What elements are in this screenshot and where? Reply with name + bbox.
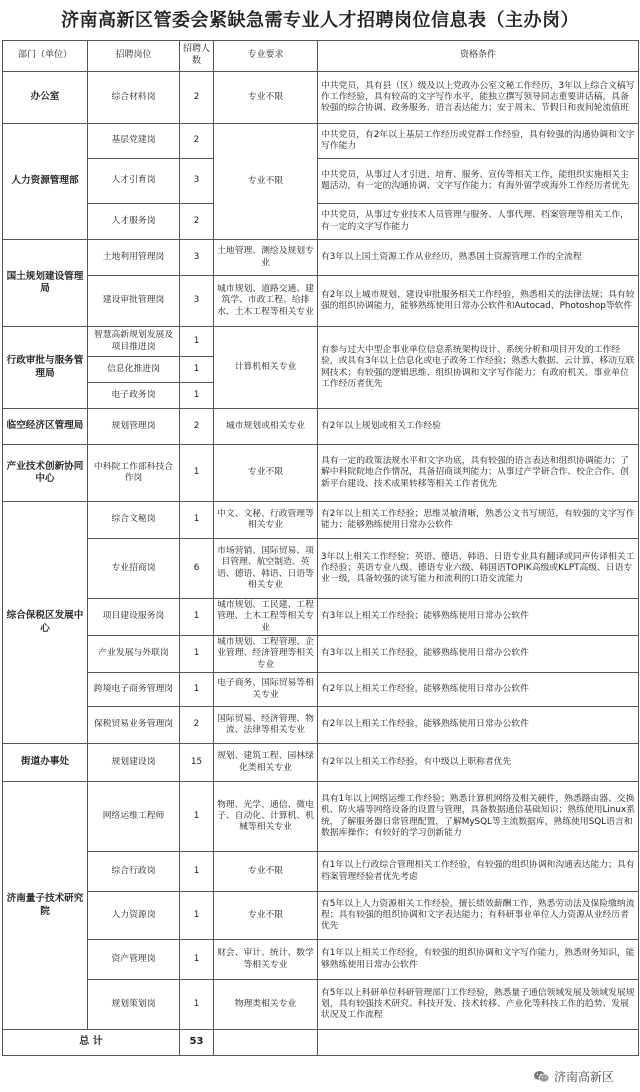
req-cell: 有5年以上人力资源相关工作经验，擅长绩效薪酬工作，熟悉劳动法及保险缴纳流程；具有较强的组织协调和文字表达能力；有科研事业单位人力资源从业经历者优先 bbox=[318, 892, 639, 940]
table-row bbox=[3, 782, 639, 852]
dept-cell: 街道办事处 bbox=[3, 744, 88, 782]
table-row bbox=[3, 327, 639, 357]
table-row bbox=[3, 940, 639, 980]
major-cell: 电子商务、国际贸易等相关专业 bbox=[214, 673, 318, 707]
req-cell: 具有1年以上网络运维工作经验；熟悉计算机网络及相关硬件，熟悉路由器、交换机、防火墙等网络设备的设置与管理，具备数据通信基础知识；熟练使用Linux系统，了解服务器日常管理配置，了解MySQL等主流数据库，熟练使用SQL语言和数据库操作；有较好的学习创新能力 bbox=[318, 782, 639, 852]
table-row bbox=[3, 409, 639, 445]
req-cell: 中共党员，从事过人才引进、培育、服务、宣传等相关工作，能组织实施相关主题活动，有一定的沟通协调、文字写作能力；有海外留学或海外工作经历者优先 bbox=[318, 159, 639, 204]
post-cell: 土地利用管理岗 bbox=[88, 240, 180, 276]
post-cell: 综合文秘岗 bbox=[88, 502, 180, 539]
dept-cell: 人力资源管理部 bbox=[3, 124, 88, 240]
req-cell: 3年以上相关工作经验；英语、德语、韩语、日语专业具有翻译或同声传译相关工作经验；英语专业八级、德语专业六级、韩国语TOPIK高级或KLPT高级、日语专业一级，具备较强的读写能力和流利的口语交流能力 bbox=[318, 539, 639, 599]
header-dept: 部门（单位） bbox=[3, 41, 88, 72]
num-cell: 1 bbox=[180, 852, 214, 892]
num-cell: 1 bbox=[180, 940, 214, 980]
table-row bbox=[3, 892, 639, 940]
total-empty-major bbox=[214, 1030, 318, 1056]
req-cell: 有2年以上相关工作经验；思维灵敏清晰，熟悉公文书写规范，有较强的文字写作能力；能够熟练使用日常办公软件 bbox=[318, 502, 639, 539]
table-row bbox=[3, 539, 639, 599]
dept-cell: 产业技术创新协同中心 bbox=[3, 445, 88, 502]
major-cell: 国际贸易、经济管理、物流、法律等相关专业 bbox=[214, 707, 318, 744]
major-cell: 专业不限 bbox=[214, 124, 318, 240]
num-cell: 1 bbox=[180, 502, 214, 539]
post-cell: 基层党建岗 bbox=[88, 124, 180, 159]
req-cell: 具有一定的政策法规水平和文字功底，具有较强的语言表达和组织协调能力；了解中科院院地合作情况，具备招商谈判能力；从事过产学研合作、校企合作、创新平台建设、技术成果转移等相关工作者优先 bbox=[318, 445, 639, 502]
req-cell: 有2年以上相关工作经验，有中级以上职称者优先 bbox=[318, 744, 639, 782]
req-cell: 有3年以上国土资源工作从业经历，熟悉国土资源管理工作的全流程 bbox=[318, 240, 639, 276]
table-row bbox=[3, 707, 639, 744]
req-cell: 中共党员，有2年以上基层工作经历或党群工作经验，具有较强的沟通协调和文字写作能力 bbox=[318, 124, 639, 159]
req-cell: 有3年以上相关工作经验，能够熟练使用日常办公软件 bbox=[318, 636, 639, 673]
post-cell: 人才服务岗 bbox=[88, 204, 180, 240]
table-row bbox=[3, 72, 639, 124]
post-cell: 建设审批管理岗 bbox=[88, 276, 180, 327]
num-cell: 2 bbox=[180, 409, 214, 445]
req-cell: 有2年以上相关工作经验，能够熟练使用日常办公软件 bbox=[318, 673, 639, 707]
dept-cell: 综合保税区发展中心 bbox=[3, 502, 88, 744]
total-empty-req bbox=[318, 1030, 639, 1056]
major-cell: 财会、审计、统计、数学等相关专业 bbox=[214, 940, 318, 980]
num-cell: 1 bbox=[180, 357, 214, 383]
header-post: 招聘岗位 bbox=[88, 41, 180, 72]
post-cell: 跨境电子商务管理岗 bbox=[88, 673, 180, 707]
req-cell: 有2年以上规划或相关工作经验 bbox=[318, 409, 639, 445]
table-row bbox=[3, 744, 639, 782]
num-cell: 6 bbox=[180, 539, 214, 599]
table-row bbox=[3, 240, 639, 276]
num-cell: 3 bbox=[180, 240, 214, 276]
num-cell: 2 bbox=[180, 72, 214, 124]
req-cell: 有参与过大中型企事业单位信息系统架构设计、系统分析和项目开发的工作经验，或具有3年以上信息化或电子政务工作经验；熟悉大数据、云计算、移动互联网技术；有较强的逻辑思维、组织协调和文字写作能力；有政府机关、事业单位工作经历者优先 bbox=[318, 327, 639, 409]
table-row bbox=[3, 445, 639, 502]
num-cell: 3 bbox=[180, 159, 214, 204]
watermark-text: 济南高新区 bbox=[553, 1070, 614, 1084]
num-cell: 1 bbox=[180, 383, 214, 409]
req-cell: 有3年以上相关工作经验；能够熟练使用日常办公软件 bbox=[318, 599, 639, 636]
post-cell: 规划建设岗 bbox=[88, 744, 180, 782]
num-cell: 1 bbox=[180, 636, 214, 673]
num-cell: 2 bbox=[180, 707, 214, 744]
table-row bbox=[3, 673, 639, 707]
table-row bbox=[3, 502, 639, 539]
table-row bbox=[3, 599, 639, 636]
table-row bbox=[3, 276, 639, 327]
major-cell: 专业不限 bbox=[214, 892, 318, 940]
post-cell: 综合行政岗 bbox=[88, 852, 180, 892]
table-row bbox=[3, 204, 639, 240]
post-cell: 规划管理岗 bbox=[88, 409, 180, 445]
header-major: 专业要求 bbox=[214, 41, 318, 72]
major-cell: 物理类相关专业 bbox=[214, 980, 318, 1030]
post-cell: 信息化推进岗 bbox=[88, 357, 180, 383]
num-cell: 1 bbox=[180, 892, 214, 940]
major-cell: 城市规划、道路交通、建筑学、市政工程、给排水、土木工程等相关专业 bbox=[214, 276, 318, 327]
table-row bbox=[3, 124, 639, 159]
post-cell: 综合材料岗 bbox=[88, 72, 180, 124]
major-cell: 计算机相关专业 bbox=[214, 327, 318, 409]
total-row bbox=[3, 1030, 639, 1056]
major-cell: 城市规划、工民建、工程管理、土木工程等相关专业 bbox=[214, 599, 318, 636]
major-cell: 专业不限 bbox=[214, 445, 318, 502]
table-row bbox=[3, 980, 639, 1030]
major-cell: 市场营销、国际贸易、项目管理、航空制造、英语、德语、韩语、日语等相关专业 bbox=[214, 539, 318, 599]
req-cell: 有2年以上相关工作经验，能够熟练使用日常办公软件 bbox=[318, 707, 639, 744]
table-row bbox=[3, 636, 639, 673]
num-cell: 2 bbox=[180, 204, 214, 240]
major-cell: 物理、光学、通信、微电子、自动化、计算机、机械等相关专业 bbox=[214, 782, 318, 852]
major-cell: 中文、文秘、行政管理等相关专业 bbox=[214, 502, 318, 539]
major-cell: 专业不限 bbox=[214, 72, 318, 124]
post-cell: 项目建设服务岗 bbox=[88, 599, 180, 636]
post-cell: 智慧高新规划发展及项目推进岗 bbox=[88, 327, 180, 357]
num-cell: 3 bbox=[180, 276, 214, 327]
num-cell: 1 bbox=[180, 673, 214, 707]
table-row bbox=[3, 159, 639, 204]
num-cell: 1 bbox=[180, 782, 214, 852]
dept-cell: 办公室 bbox=[3, 72, 88, 124]
req-cell: 中共党员，从事过专业技术人员管理与服务、人事代理、档案管理等相关工作，有一定的文字写作能力 bbox=[318, 204, 639, 240]
wechat-icon bbox=[533, 1070, 550, 1083]
header-row bbox=[3, 41, 639, 72]
major-cell: 城市规划、工程管理、企业管理、经济管理等相关专业 bbox=[214, 636, 318, 673]
watermark bbox=[533, 1068, 614, 1085]
dept-cell: 行政审批与服务管理局 bbox=[3, 327, 88, 409]
post-cell: 人力资源岗 bbox=[88, 892, 180, 940]
req-cell: 有5年以上科研单位科研管理部门工作经验，熟悉量子通信领域发展及领域发展规划，具有较强技术研究、科技开发、技术转移、产业化等科技工作的趋势、发展状况及工作流程 bbox=[318, 980, 639, 1030]
major-cell: 专业不限 bbox=[214, 852, 318, 892]
dept-cell: 国土规划建设管理局 bbox=[3, 240, 88, 327]
post-cell: 资产管理岗 bbox=[88, 940, 180, 980]
post-cell: 保税贸易业务管理岗 bbox=[88, 707, 180, 744]
header-num: 招聘人数 bbox=[180, 41, 214, 72]
num-cell: 15 bbox=[180, 744, 214, 782]
num-cell: 1 bbox=[180, 327, 214, 357]
post-cell: 电子政务岗 bbox=[88, 383, 180, 409]
num-cell: 1 bbox=[180, 599, 214, 636]
post-cell: 规划策划岗 bbox=[88, 980, 180, 1030]
req-cell: 有2年以上城市规划、建设审批服务相关工作经验，熟悉相关的法律法规；具有较强的组织协调能力，能够熟练使用日常办公软件和Autocad、Photoshop等软件 bbox=[318, 276, 639, 327]
post-cell: 中科院工作部科技合作岗 bbox=[88, 445, 180, 502]
post-cell: 专业招商岗 bbox=[88, 539, 180, 599]
req-cell: 有1年以上行政综合管理相关工作经验，有较强的组织协调和沟通表达能力；具有档案管理经验者优先考虑 bbox=[318, 852, 639, 892]
post-cell: 产业发展与外联岗 bbox=[88, 636, 180, 673]
dept-cell: 济南量子技术研究院 bbox=[3, 782, 88, 1030]
major-cell: 城市规划或相关专业 bbox=[214, 409, 318, 445]
req-cell: 中共党员，具有县（区）级及以上党政办公室文秘工作经历，3年以上综合文稿写作工作经验，具有较高的文字写作水平，能独立撰写领导同志重要讲话稿，具备较强的综合协调、政务服务、语言表达能力；安于周末、节假日和夜间轮流值班 bbox=[318, 72, 639, 124]
page-title: 济南高新区管委会紧缺急需专业人才招聘岗位信息表（主办岗） bbox=[61, 10, 579, 31]
num-cell: 1 bbox=[180, 445, 214, 502]
num-cell: 2 bbox=[180, 124, 214, 159]
major-cell: 土地管理、测绘及规划专业 bbox=[214, 240, 318, 276]
req-cell: 有1年以上相关工作经验，有较强的组织协调和文字写作能力，熟悉财务知识，能够熟练使用日常办公软件 bbox=[318, 940, 639, 980]
total-label: 总 计 bbox=[3, 1030, 180, 1056]
num-cell: 1 bbox=[180, 980, 214, 1030]
post-cell: 人才引育岗 bbox=[88, 159, 180, 204]
recruitment-table bbox=[2, 40, 639, 1056]
table-row bbox=[3, 852, 639, 892]
total-num: 53 bbox=[180, 1030, 214, 1056]
post-cell: 网络运维工程师 bbox=[88, 782, 180, 852]
dept-cell: 临空经济区管理局 bbox=[3, 409, 88, 445]
header-req: 资格条件 bbox=[318, 41, 639, 72]
major-cell: 规划、建筑工程、园林绿化类相关专业 bbox=[214, 744, 318, 782]
